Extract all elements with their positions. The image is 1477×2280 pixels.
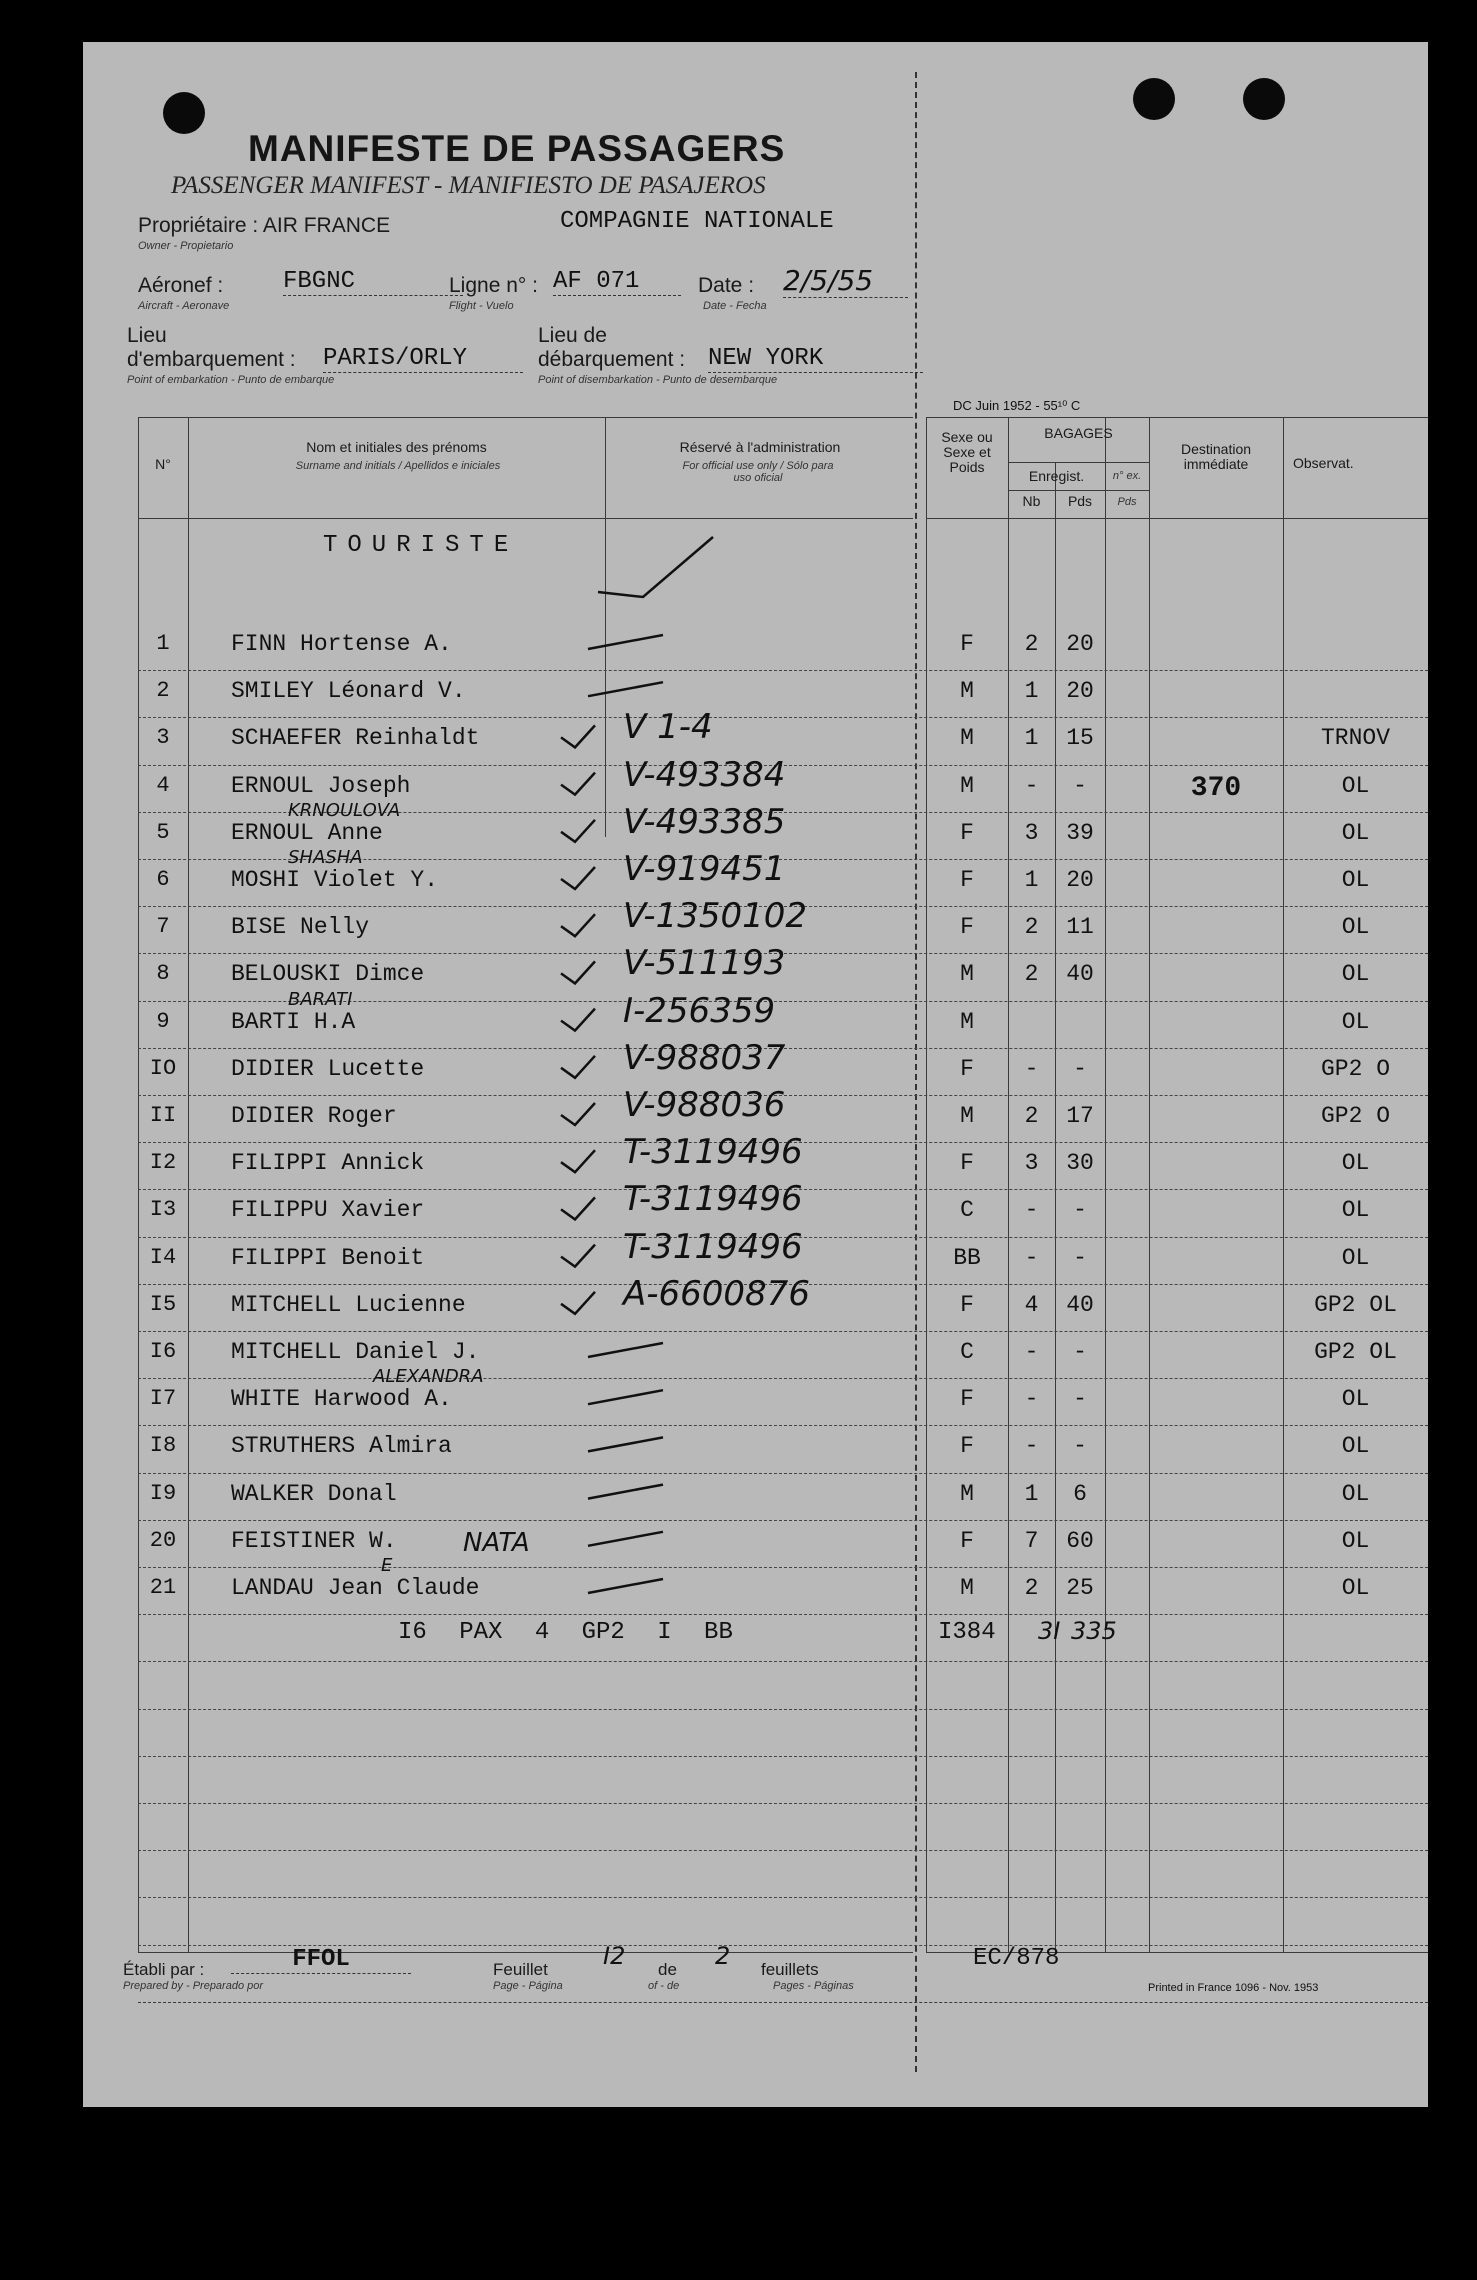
cell-name: BISE Nelly <box>231 914 370 941</box>
checkmark <box>561 1197 595 1219</box>
form-code: DC Juin 1952 - 55¹⁰ C <box>953 398 1081 413</box>
right-code: EC/878 <box>973 1945 1060 1972</box>
disembark-sub: Point of disembarkation - Punto de desembarque <box>538 374 778 386</box>
prepared-value: FFOL <box>231 1946 411 1974</box>
checkmark <box>561 914 595 936</box>
disembark-label-2: débarquement : <box>538 348 686 371</box>
cell-sex: F <box>960 819 974 846</box>
checkmarks <box>83 42 1428 2107</box>
cell-name: STRUTHERS Almira <box>231 1433 452 1460</box>
slash-mark <box>588 682 663 696</box>
cell-nb: 2 <box>1024 631 1039 657</box>
checkmark <box>561 961 595 983</box>
cell-sex: M <box>960 961 974 988</box>
header-destination: Destination immédiate <box>1180 441 1252 472</box>
checkmark <box>561 725 595 747</box>
summary-sex-total: I384 <box>938 1619 996 1646</box>
cell-obs: OL <box>1341 772 1370 799</box>
header-pds: Pds <box>1067 493 1093 509</box>
header-name: Nom et initiales des prénoms <box>306 439 487 455</box>
class-checkmark <box>598 537 713 597</box>
header-name-sub: Surname and initials / Apellidos e iniciales <box>295 460 501 472</box>
cell-sex: M <box>960 678 974 705</box>
cell-nb: - <box>1024 772 1039 799</box>
disembark-label-1: Lieu de <box>538 324 607 347</box>
embark-sub: Point of embarkation - Punto de embarque <box>127 374 335 386</box>
cell-pds: 40 <box>1066 1291 1094 1318</box>
summary-nb-total: 3I <box>1038 1617 1061 1645</box>
cell-admin: T-3119496 <box>623 1132 803 1173</box>
cell-nb: 7 <box>1024 1527 1039 1554</box>
cell-sex: M <box>960 1103 974 1129</box>
sheet-total: 2 <box>715 1942 731 1970</box>
cell-no: I6 <box>149 1339 177 1364</box>
header-observations: Observat. <box>1293 455 1354 471</box>
cell-name: LANDAU Jean Claude <box>231 1575 480 1601</box>
cell-sex: C <box>960 1339 974 1365</box>
cell-obs: OL <box>1341 1433 1370 1460</box>
slash-mark <box>588 1390 663 1404</box>
cell-pds: - <box>1073 1055 1087 1082</box>
cell-admin: V-919451 <box>623 849 786 889</box>
cell-admin: V-511193 <box>623 943 786 984</box>
cell-nb: - <box>1024 1386 1039 1413</box>
header-other: n° ex. <box>1112 470 1142 482</box>
cell-sex: F <box>960 1527 974 1554</box>
cell-nb: 1 <box>1024 1480 1039 1507</box>
cell-pds: 60 <box>1066 1527 1094 1554</box>
cell-sex: C <box>960 1197 974 1224</box>
sheet-label: Feuillet <box>493 1960 548 1979</box>
cell-name: DIDIER Roger <box>231 1103 397 1129</box>
cell-admin: V-988037 <box>623 1037 786 1078</box>
handwritten-name-correction: ALEXANDRA <box>373 1366 484 1388</box>
cell-pds: - <box>1073 1339 1087 1365</box>
cell-nb: 2 <box>1024 914 1039 941</box>
cell-sex: BB <box>953 1244 981 1271</box>
cell-pds: - <box>1073 1244 1087 1271</box>
cell-sex: F <box>960 867 974 893</box>
cell-no: I9 <box>149 1480 177 1506</box>
cell-obs: OL <box>1341 1527 1370 1554</box>
checkmark <box>561 1103 595 1125</box>
cell-dest: 370 <box>1190 772 1242 804</box>
cell-name: FEISTINER W. <box>231 1527 397 1554</box>
cell-obs: OL <box>1341 819 1370 846</box>
header-other-pds: Pds <box>1117 496 1137 508</box>
cell-pds: 39 <box>1066 819 1094 846</box>
cell-no: 6 <box>156 867 170 892</box>
of-label: de <box>658 1960 677 1979</box>
checkmark <box>561 867 595 889</box>
handwritten-name-correction: E <box>381 1555 393 1576</box>
cell-obs: OL <box>1341 1197 1370 1224</box>
cell-no: 4 <box>156 772 170 798</box>
cell-obs: OL <box>1341 1386 1370 1413</box>
company-name: COMPAGNIE NATIONALE <box>560 208 834 235</box>
cell-name: MITCHELL Daniel J. <box>231 1339 480 1365</box>
handwritten-name-correction: BARATI <box>288 988 353 1010</box>
cell-admin: V-988036 <box>623 1085 786 1125</box>
cell-name: SCHAEFER Reinhaldt <box>231 725 480 752</box>
cell-nb: - <box>1024 1197 1039 1224</box>
slash-mark <box>588 1343 663 1357</box>
cell-obs: OL <box>1341 1480 1370 1507</box>
cell-name: SMILEY Léonard V. <box>231 678 466 705</box>
cell-nb: 2 <box>1024 961 1039 988</box>
checkmark <box>561 1009 595 1031</box>
header-reserved: Réservé à l'administration <box>679 439 841 455</box>
cell-nb: 1 <box>1024 867 1039 893</box>
cell-obs: GP2 OL <box>1314 1291 1397 1318</box>
cell-pds: - <box>1073 1386 1087 1413</box>
cell-no: 5 <box>156 819 170 845</box>
disembark-value: NEW YORK <box>708 345 923 373</box>
cell-sex: F <box>960 1291 974 1318</box>
cell-admin: I-256359 <box>623 990 776 1031</box>
cell-name: WHITE Harwood A. <box>231 1386 452 1413</box>
cell-no: 1 <box>156 631 170 656</box>
cell-nb: 1 <box>1024 725 1039 752</box>
cell-nb: - <box>1024 1055 1039 1082</box>
cell-no: I7 <box>149 1386 177 1412</box>
cell-sex: M <box>960 725 974 752</box>
cell-name: BARTI H.A <box>231 1008 356 1035</box>
header-registered: Enregist. <box>1028 468 1085 484</box>
footer-bottom-rule <box>138 2002 1428 2003</box>
handwritten-name-correction: NATA <box>463 1527 530 1558</box>
cell-obs: TRNOV <box>1320 725 1390 752</box>
cell-pds: 20 <box>1066 631 1094 657</box>
cell-sex: M <box>960 1480 974 1507</box>
cell-nb: 4 <box>1024 1291 1039 1318</box>
cell-nb: - <box>1024 1433 1039 1460</box>
sheets-sub: Pages - Páginas <box>773 1980 854 1992</box>
summary-pds-total: 335 <box>1071 1617 1117 1645</box>
page-subtitle: PASSENGER MANIFEST - MANIFIESTO DE PASAJEROS <box>171 172 766 199</box>
cell-pds: - <box>1073 1433 1087 1460</box>
cell-name: FILIPPU Xavier <box>231 1197 425 1224</box>
line-sub: Flight - Vuelo <box>449 300 514 312</box>
cell-no: II <box>149 1103 177 1128</box>
cell-name: MOSHI Violet Y. <box>231 867 439 893</box>
cell-admin: V-493384 <box>623 754 786 795</box>
cell-no: 20 <box>149 1527 177 1553</box>
cell-nb: 3 <box>1024 1150 1039 1177</box>
cell-name: FILIPPI Benoit <box>231 1244 425 1271</box>
cell-pds: 6 <box>1073 1480 1087 1507</box>
slash-mark <box>588 1579 663 1593</box>
cell-pds: 11 <box>1066 914 1094 941</box>
slash-mark <box>588 635 663 649</box>
cell-obs: OL <box>1341 1150 1370 1177</box>
cell-sex: F <box>960 1150 974 1177</box>
slash-mark <box>588 1532 663 1546</box>
header-nb: Nb <box>1022 493 1041 509</box>
date-sub: Date - Fecha <box>703 300 767 312</box>
cell-sex: M <box>960 772 974 799</box>
cell-name: DIDIER Lucette <box>231 1055 425 1082</box>
prepared-sub: Prepared by - Preparado por <box>123 1980 264 1992</box>
cell-name: BELOUSKI Dimce <box>231 961 425 988</box>
cell-nb: 1 <box>1024 678 1039 705</box>
header-reserved-sub: For official use only / Sólo para uso oficial <box>682 460 834 484</box>
of-sub: of - de <box>648 1980 680 1992</box>
checkmark <box>561 820 595 842</box>
checkmark <box>561 1245 595 1267</box>
date-label: Date : <box>698 274 755 297</box>
cell-admin: A-6600876 <box>623 1273 810 1314</box>
cell-name: FINN Hortense A. <box>231 631 452 657</box>
cell-no: 9 <box>156 1008 170 1034</box>
cell-nb: 3 <box>1024 819 1039 846</box>
sheets-label: feuillets <box>761 1960 819 1979</box>
printed-note: Printed in France 1096 - Nov. 1953 <box>1148 1982 1319 1994</box>
cell-name: WALKER Donal <box>231 1480 397 1507</box>
cell-no: IO <box>149 1055 177 1081</box>
cell-admin: T-3119496 <box>623 1226 803 1267</box>
cell-pds: 20 <box>1066 867 1094 893</box>
cell-obs: OL <box>1341 1244 1370 1271</box>
cell-sex: F <box>960 1055 974 1082</box>
cell-sex: M <box>960 1008 974 1035</box>
slash-mark <box>588 1437 663 1451</box>
manifest-sheet <box>83 42 1428 2107</box>
cell-no: 2 <box>156 678 170 704</box>
slash-mark <box>588 1485 663 1499</box>
cell-no: 8 <box>156 961 170 987</box>
cell-no: 3 <box>156 725 170 751</box>
cell-no: 7 <box>156 914 170 940</box>
cell-no: I2 <box>149 1150 177 1176</box>
cell-obs: OL <box>1341 914 1370 941</box>
cell-nb: - <box>1024 1244 1039 1271</box>
embark-value: PARIS/ORLY <box>323 345 523 373</box>
line-value: AF 071 <box>553 268 681 296</box>
handwritten-name-correction: SHASHA <box>288 847 363 868</box>
aircraft-label: Aéronef : <box>138 274 224 297</box>
header-sex: Sexe ou Sexe et Poids <box>941 429 993 475</box>
sheet-number: I2 <box>603 1942 626 1970</box>
page-title: MANIFESTE DE PASSAGERS <box>248 128 786 169</box>
cell-pds: 30 <box>1066 1150 1094 1177</box>
sheet-sub: Page - Página <box>493 1980 563 1992</box>
cell-name: FILIPPI Annick <box>231 1150 425 1177</box>
class-label: TOURISTE <box>323 532 519 559</box>
checkmark <box>561 1056 595 1078</box>
cell-obs: GP2 O <box>1320 1055 1390 1082</box>
cell-nb: - <box>1024 1339 1039 1365</box>
embark-label-2: d'embarquement : <box>127 348 296 371</box>
cell-sex: F <box>960 631 974 657</box>
cell-no: 21 <box>149 1575 177 1600</box>
cell-obs: GP2 O <box>1320 1103 1390 1129</box>
cell-no: I8 <box>149 1433 177 1459</box>
cell-no: I5 <box>149 1291 177 1317</box>
cell-admin: V-1350102 <box>623 896 807 937</box>
prepared-label: Établi par : <box>123 1960 205 1979</box>
cell-pds: 25 <box>1066 1575 1094 1601</box>
cell-no: I3 <box>149 1197 177 1223</box>
checkmark <box>561 1150 595 1172</box>
cell-sex: F <box>960 914 974 941</box>
aircraft-sub: Aircraft - Aeronave <box>138 300 230 312</box>
cell-nb: 2 <box>1024 1103 1039 1129</box>
cell-no: I4 <box>149 1244 177 1270</box>
header-baggage: BAGAGES <box>1044 425 1113 441</box>
cell-pds: - <box>1073 1197 1087 1224</box>
owner-label: Propriétaire : AIR FRANCE <box>138 214 391 237</box>
handwritten-name-correction: KRNOULOVA <box>288 799 401 821</box>
cell-name: ERNOUL Joseph <box>231 772 411 799</box>
checkmark <box>561 1292 595 1314</box>
aircraft-value: FBGNC <box>283 268 463 296</box>
cell-obs: OL <box>1341 1575 1370 1601</box>
cell-obs: OL <box>1341 961 1370 988</box>
cell-admin: T-3119496 <box>623 1179 803 1220</box>
cell-name: MITCHELL Lucienne <box>231 1291 466 1318</box>
cell-pds: 20 <box>1066 678 1094 705</box>
header-no: N° <box>155 456 171 472</box>
date-value: 2/5/55 <box>783 264 908 298</box>
cell-admin: V-493385 <box>623 801 786 842</box>
line-label: Ligne n° : <box>449 274 538 297</box>
cell-obs: OL <box>1341 1008 1370 1035</box>
summary-text: I6 PAX 4 GP2 I BB <box>398 1619 733 1646</box>
cell-pds: 40 <box>1066 961 1094 988</box>
cell-pds: 15 <box>1066 725 1094 752</box>
cell-sex: M <box>960 1575 974 1601</box>
owner-sub: Owner - Propietario <box>138 240 234 252</box>
cell-obs: OL <box>1341 867 1370 893</box>
cell-admin: V 1-4 <box>623 707 713 748</box>
cell-sex: F <box>960 1433 974 1460</box>
cell-name: ERNOUL Anne <box>231 819 383 846</box>
cell-pds: - <box>1073 772 1087 799</box>
cell-pds: 17 <box>1066 1103 1094 1129</box>
embark-label-1: Lieu <box>127 324 167 347</box>
checkmark <box>561 773 595 795</box>
cell-sex: F <box>960 1386 974 1413</box>
cell-nb: 2 <box>1024 1575 1039 1601</box>
cell-obs: GP2 OL <box>1314 1339 1397 1365</box>
